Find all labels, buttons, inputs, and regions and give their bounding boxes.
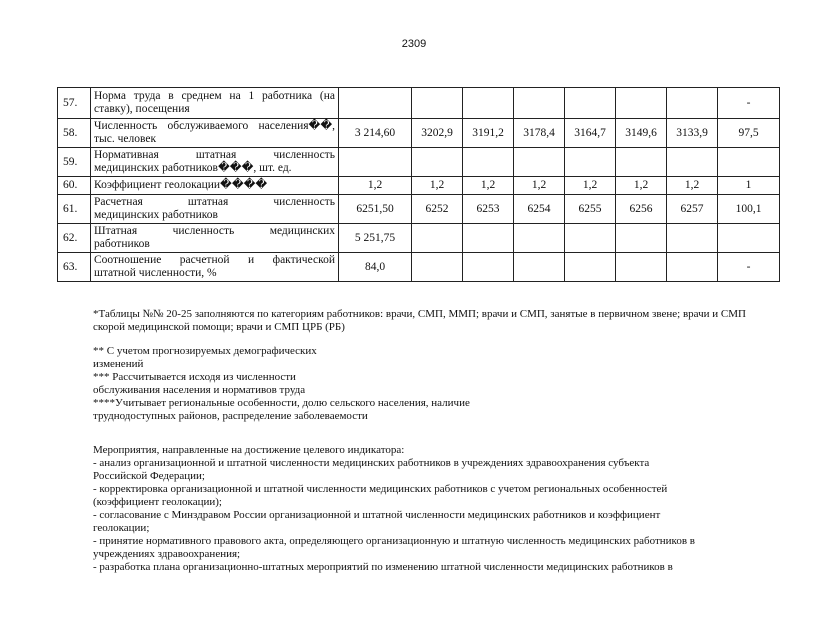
value-cell [463, 88, 514, 119]
value-cell: 1 [718, 177, 780, 195]
description-line: медицинских работников [94, 209, 218, 221]
value-cell [463, 148, 514, 177]
value-cell: 3133,9 [667, 119, 718, 148]
value-cell [616, 224, 667, 253]
row-description [91, 224, 339, 253]
value-cell: 1,2 [463, 177, 514, 195]
value-cell: - [718, 88, 780, 119]
measure-line: учреждениях здравоохранения; [93, 548, 241, 560]
value-cell [514, 148, 565, 177]
value-cell [616, 88, 667, 119]
description-line: Нормативная штатная численность [94, 149, 335, 161]
value-cell: 6255 [565, 195, 616, 224]
value-cell [718, 148, 780, 177]
value-cell [514, 88, 565, 119]
description-line: Коэффициент геолокации���� [94, 179, 268, 191]
table-row [58, 177, 780, 195]
value-cell [412, 88, 463, 119]
row-description [91, 177, 339, 195]
measure-line: - разработка плана организационно-штатных мероприятий по изменению штатной численности медицинских работников в [93, 561, 673, 573]
footnote-line: ** С учетом прогнозируемых демографических [93, 345, 317, 357]
value-cell [339, 148, 412, 177]
value-cell [339, 88, 412, 119]
value-cell [514, 253, 565, 282]
description-line: работников [94, 238, 150, 250]
description-line: медицинских работников���, шт. ед. [94, 162, 292, 174]
measure-line: - анализ организационной и штатной численности медицинских работников в учреждениях здравоохранения субъекта [93, 457, 650, 469]
value-cell: 6252 [412, 195, 463, 224]
value-cell [667, 224, 718, 253]
measure-line: Российской Федерации; [93, 470, 205, 482]
measure-line: - принятие нормативного правового акта, определяющего организационную и штатную численность медицинских работников в [93, 535, 695, 547]
description-line: Штатная численность медицинских [94, 225, 335, 237]
description-line: Соотношение расчетной и фактической [94, 254, 335, 266]
value-cell: 1,2 [514, 177, 565, 195]
value-cell [565, 253, 616, 282]
value-cell: 1,2 [339, 177, 412, 195]
footnote-line: скорой медицинской помощи; врачи и СМП ЦРБ (РБ) [93, 321, 345, 333]
table-row [58, 148, 780, 177]
value-cell [463, 224, 514, 253]
value-cell [565, 224, 616, 253]
footnote-line: изменений [93, 358, 144, 370]
value-cell: 6253 [463, 195, 514, 224]
value-cell: 6251,50 [339, 195, 412, 224]
value-cell: 3 214,60 [339, 119, 412, 148]
value-cell: 3202,9 [412, 119, 463, 148]
table-body [58, 88, 780, 282]
value-cell: 100,1 [718, 195, 780, 224]
footnote-list [93, 345, 513, 423]
value-cell: 3191,2 [463, 119, 514, 148]
value-cell [412, 148, 463, 177]
value-cell [412, 253, 463, 282]
value-cell: 6256 [616, 195, 667, 224]
footnote-line: *** Рассчитывается исходя из численности [93, 371, 296, 383]
value-cell: 84,0 [339, 253, 412, 282]
value-cell [616, 148, 667, 177]
description-line: ставку), посещения [94, 103, 190, 115]
row-number: 60. [58, 177, 91, 195]
footnote-line: обслуживания населения и нормативов труда [93, 384, 306, 396]
table-row [58, 88, 780, 119]
footnote-line: труднодоступных районов, распределение заболеваемости [93, 410, 368, 422]
description-line: Норма труда в среднем на 1 работника (на [94, 90, 335, 102]
value-cell [667, 88, 718, 119]
value-cell [565, 148, 616, 177]
table-footnote [93, 308, 783, 334]
value-cell: 1,2 [667, 177, 718, 195]
table-row [58, 119, 780, 148]
value-cell: 1,2 [412, 177, 463, 195]
measure-line: (коэффициент геолокации); [93, 496, 222, 508]
value-cell [667, 253, 718, 282]
value-cell: 3178,4 [514, 119, 565, 148]
value-cell [616, 253, 667, 282]
value-cell [667, 148, 718, 177]
value-cell: 6257 [667, 195, 718, 224]
value-cell: 97,5 [718, 119, 780, 148]
measure-line: - корректировка организационной и штатной численности медицинских работников с учетом региональных особенностей [93, 483, 668, 495]
value-cell [565, 88, 616, 119]
footnote-line: *Таблицы №№ 20-25 заполняются по категориям работников: врачи, СМП, ММП; врачи и СМП, занятые в первичном звене; врачи и СМП [93, 308, 746, 320]
row-number: 59. [58, 148, 91, 177]
value-cell [463, 253, 514, 282]
description-line: Расчетная штатная численность [94, 196, 335, 208]
value-cell: 3164,7 [565, 119, 616, 148]
value-cell: 6254 [514, 195, 565, 224]
description-line: штатной численности, % [94, 267, 217, 279]
row-number: 58. [58, 119, 91, 148]
row-description [91, 148, 339, 177]
row-number: 63. [58, 253, 91, 282]
value-cell [412, 224, 463, 253]
row-number: 61. [58, 195, 91, 224]
footnote-line: ****Учитывает региональные особенности, долю сельского населения, наличие [93, 397, 470, 409]
table-row [58, 224, 780, 253]
description-line: тыс. человек [94, 133, 157, 145]
row-number: 57. [58, 88, 91, 119]
value-cell: 1,2 [616, 177, 667, 195]
row-description [91, 88, 339, 119]
value-cell [718, 224, 780, 253]
table-row [58, 195, 780, 224]
row-description [91, 119, 339, 148]
value-cell [514, 224, 565, 253]
row-number: 62. [58, 224, 91, 253]
value-cell: 5 251,75 [339, 224, 412, 253]
row-description [91, 253, 339, 282]
page-number: 2309 [401, 38, 427, 50]
row-description [91, 195, 339, 224]
description-line: Численность обслуживаемого населения��, [94, 120, 335, 132]
table-row [58, 253, 780, 282]
measure-line: - согласование с Минздравом России организационной и штатной численности медицинских работников и коэффициент [93, 509, 661, 521]
measure-line: Мероприятия, направленные на достижение целевого индикатора: [93, 444, 405, 456]
value-cell: - [718, 253, 780, 282]
measures-section [93, 444, 783, 574]
indicator-table [57, 87, 780, 282]
value-cell: 1,2 [565, 177, 616, 195]
measure-line: геолокации; [93, 522, 150, 534]
value-cell: 3149,6 [616, 119, 667, 148]
